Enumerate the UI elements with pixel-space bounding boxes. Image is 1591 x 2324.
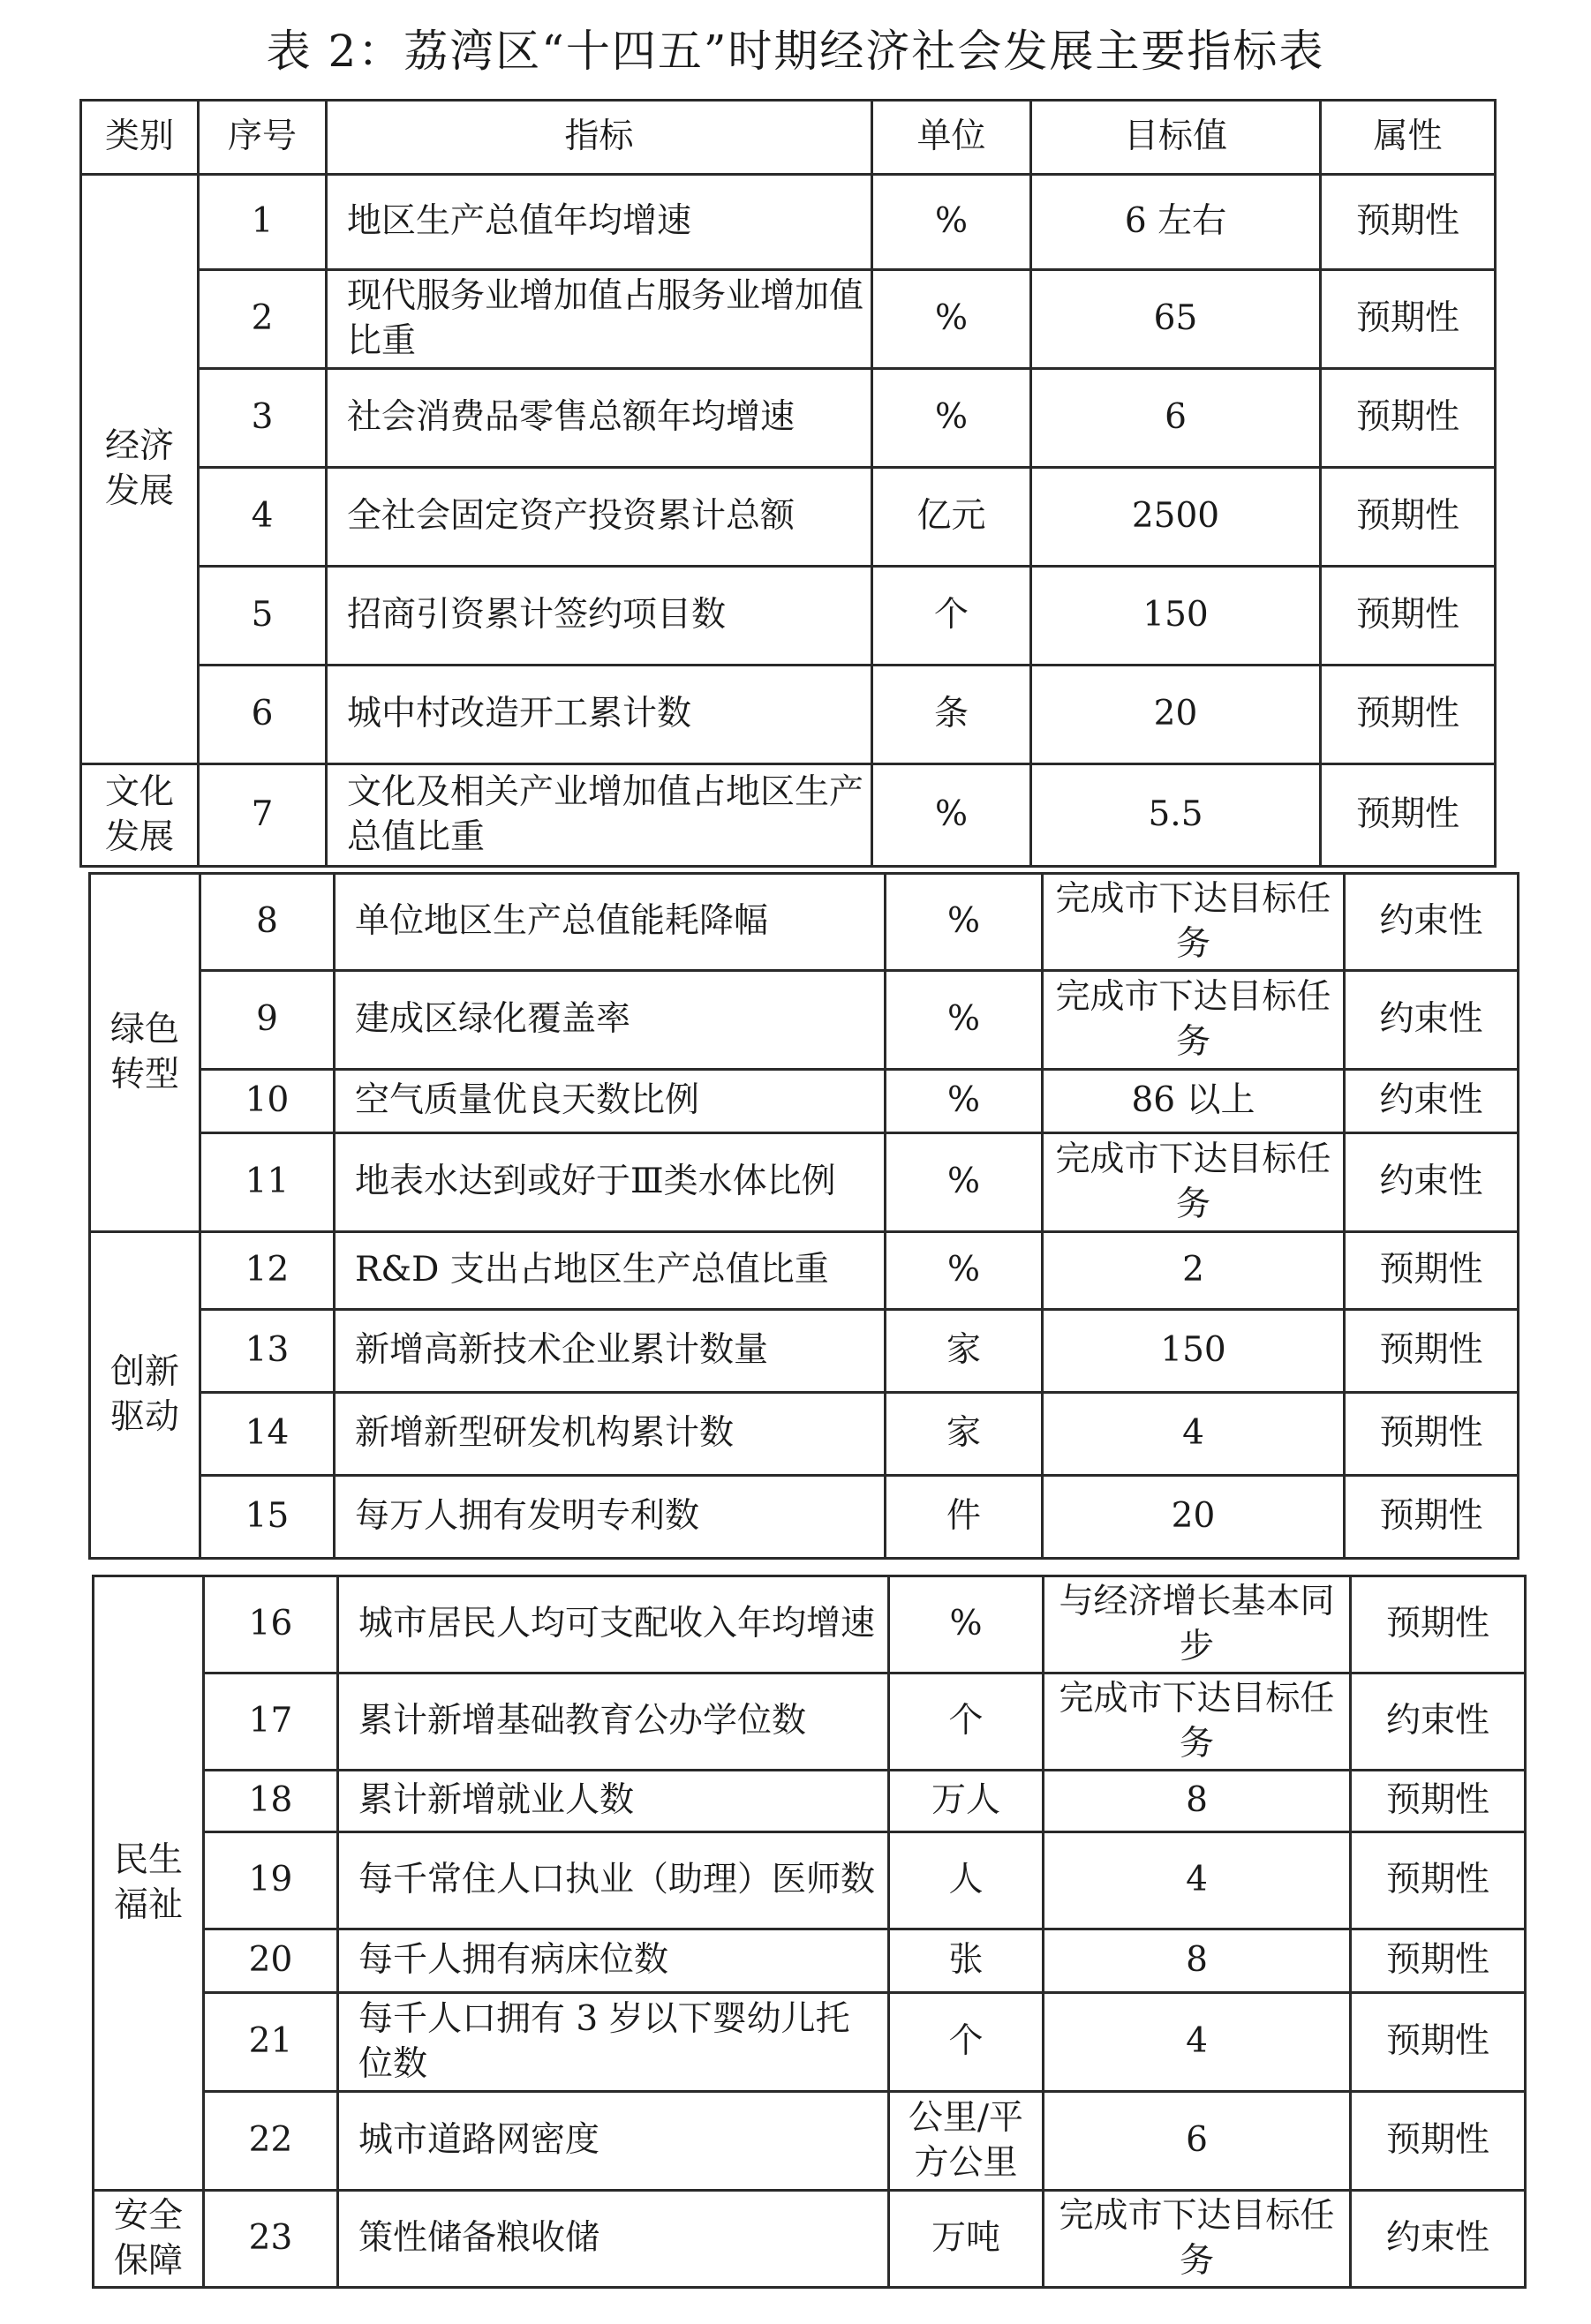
row-target: 20 <box>1043 1476 1345 1559</box>
indicator-table-part-1 <box>79 99 1497 868</box>
row-attribute: 预期性 <box>1321 468 1496 567</box>
indicator-table-part-2 <box>88 872 1519 1560</box>
row-unit: 个 <box>872 567 1031 666</box>
table-row <box>90 1133 1519 1232</box>
row-target: 86 以上 <box>1043 1070 1345 1133</box>
row-unit: 万吨 <box>889 2191 1044 2288</box>
table-row <box>94 2191 1526 2288</box>
row-number: 19 <box>204 1832 338 1929</box>
row-target: 6 <box>1044 2092 1351 2191</box>
row-target: 2 <box>1043 1232 1345 1310</box>
row-indicator: 每千常住人口执业（助理）医师数 <box>338 1832 889 1929</box>
row-number: 17 <box>204 1673 338 1771</box>
row-number: 5 <box>199 567 327 666</box>
row-indicator: 城市道路网密度 <box>338 2092 889 2191</box>
row-target: 完成市下达目标任务 <box>1043 1133 1345 1232</box>
row-number: 7 <box>199 764 327 867</box>
row-indicator: 每千人拥有病床位数 <box>338 1929 889 1993</box>
row-attribute: 预期性 <box>1351 1576 1526 1673</box>
row-target: 8 <box>1044 1929 1351 1993</box>
row-indicator: 社会消费品零售总额年均增速 <box>327 369 872 468</box>
row-indicator: 累计新增就业人数 <box>338 1771 889 1832</box>
table-row <box>90 971 1519 1070</box>
row-unit: % <box>886 874 1043 971</box>
row-target: 2500 <box>1031 468 1321 567</box>
row-unit: 家 <box>886 1310 1043 1393</box>
row-number: 2 <box>199 270 327 369</box>
table-row <box>94 2092 1526 2191</box>
row-indicator: 城中村改造开工累计数 <box>327 666 872 764</box>
row-number: 1 <box>199 175 327 270</box>
table-row <box>94 1673 1526 1771</box>
row-target: 5.5 <box>1031 764 1321 867</box>
row-attribute: 预期性 <box>1351 1832 1526 1929</box>
row-unit: 人 <box>889 1832 1044 1929</box>
table-row <box>81 175 1496 270</box>
row-attribute: 约束性 <box>1345 1133 1519 1232</box>
table-row <box>81 468 1496 567</box>
row-number: 14 <box>200 1393 335 1476</box>
category-cell: 安全 保障 <box>94 2191 204 2288</box>
category-cell: 经济 发展 <box>81 175 199 764</box>
table-row <box>94 1576 1526 1673</box>
row-number: 9 <box>200 971 335 1070</box>
row-indicator: 新增高新技术企业累计数量 <box>335 1310 886 1393</box>
row-attribute: 约束性 <box>1351 2191 1526 2288</box>
header-number: 序号 <box>199 101 327 175</box>
row-indicator: 地表水达到或好于Ⅲ类水体比例 <box>335 1133 886 1232</box>
row-attribute: 预期性 <box>1351 2092 1526 2191</box>
row-indicator: R&D 支出占地区生产总值比重 <box>335 1232 886 1310</box>
header-attribute: 属性 <box>1321 101 1496 175</box>
row-unit: 亿元 <box>872 468 1031 567</box>
row-indicator: 城市居民人均可支配收入年均增速 <box>338 1576 889 1673</box>
row-unit: % <box>872 764 1031 867</box>
row-number: 3 <box>199 369 327 468</box>
row-unit: 万人 <box>889 1771 1044 1832</box>
row-number: 10 <box>200 1070 335 1133</box>
row-indicator: 累计新增基础教育公办学位数 <box>338 1673 889 1771</box>
header-row <box>81 101 1496 175</box>
row-unit: % <box>872 175 1031 270</box>
row-target: 完成市下达目标任务 <box>1043 874 1345 971</box>
row-unit: 个 <box>889 1673 1044 1771</box>
row-number: 12 <box>200 1232 335 1310</box>
category-cell: 民生 福祉 <box>94 1576 204 2191</box>
row-number: 6 <box>199 666 327 764</box>
row-attribute: 预期性 <box>1345 1393 1519 1476</box>
table-row <box>81 764 1496 867</box>
table-row <box>94 1771 1526 1832</box>
table-row <box>90 1070 1519 1133</box>
row-number: 13 <box>200 1310 335 1393</box>
table-row <box>81 666 1496 764</box>
table-row <box>94 1929 1526 1993</box>
row-number: 11 <box>200 1133 335 1232</box>
category-cell: 创新 驱动 <box>90 1232 200 1559</box>
table-row <box>94 1993 1526 2092</box>
row-attribute: 预期性 <box>1321 270 1496 369</box>
row-unit: % <box>886 1133 1043 1232</box>
header-unit: 单位 <box>872 101 1031 175</box>
row-target: 与经济增长基本同步 <box>1044 1576 1351 1673</box>
row-number: 23 <box>204 2191 338 2288</box>
row-indicator: 每千人口拥有 3 岁以下婴幼儿托位数 <box>338 1993 889 2092</box>
row-target: 20 <box>1031 666 1321 764</box>
header-category: 类别 <box>81 101 199 175</box>
row-target: 完成市下达目标任务 <box>1044 1673 1351 1771</box>
row-indicator: 新增新型研发机构累计数 <box>335 1393 886 1476</box>
row-unit: % <box>886 971 1043 1070</box>
row-number: 16 <box>204 1576 338 1673</box>
row-attribute: 预期性 <box>1321 175 1496 270</box>
row-unit: 条 <box>872 666 1031 764</box>
row-number: 22 <box>204 2092 338 2191</box>
category-cell: 文化 发展 <box>81 764 199 867</box>
row-indicator: 招商引资累计签约项目数 <box>327 567 872 666</box>
row-attribute: 预期性 <box>1321 666 1496 764</box>
category-cell: 绿色 转型 <box>90 874 200 1232</box>
row-attribute: 约束性 <box>1345 874 1519 971</box>
table-row <box>90 874 1519 971</box>
row-attribute: 约束性 <box>1351 1673 1526 1771</box>
row-unit: % <box>886 1070 1043 1133</box>
row-target: 8 <box>1044 1771 1351 1832</box>
row-attribute: 约束性 <box>1345 1070 1519 1133</box>
row-attribute: 预期性 <box>1351 1771 1526 1832</box>
row-indicator: 单位地区生产总值能耗降幅 <box>335 874 886 971</box>
row-unit: 个 <box>889 1993 1044 2092</box>
table-title: 表 2：荔湾区“十四五”时期经济社会发展主要指标表 <box>266 26 1325 77</box>
row-target: 4 <box>1044 1993 1351 2092</box>
row-unit: 件 <box>886 1476 1043 1559</box>
table-row <box>81 567 1496 666</box>
row-unit: % <box>872 369 1031 468</box>
row-target: 完成市下达目标任务 <box>1044 2191 1351 2288</box>
row-indicator: 建成区绿化覆盖率 <box>335 971 886 1070</box>
row-attribute: 预期性 <box>1351 1993 1526 2092</box>
row-number: 21 <box>204 1993 338 2092</box>
row-indicator: 现代服务业增加值占服务业增加值比重 <box>327 270 872 369</box>
row-target: 65 <box>1031 270 1321 369</box>
row-unit: 张 <box>889 1929 1044 1993</box>
row-attribute: 预期性 <box>1345 1310 1519 1393</box>
row-indicator: 全社会固定资产投资累计总额 <box>327 468 872 567</box>
row-unit: % <box>872 270 1031 369</box>
row-attribute: 预期性 <box>1321 764 1496 867</box>
row-unit: % <box>886 1232 1043 1310</box>
row-attribute: 预期性 <box>1345 1476 1519 1559</box>
row-unit: 家 <box>886 1393 1043 1476</box>
row-attribute: 预期性 <box>1345 1232 1519 1310</box>
header-indicator: 指标 <box>327 101 872 175</box>
row-attribute: 预期性 <box>1321 567 1496 666</box>
row-number: 18 <box>204 1771 338 1832</box>
row-indicator: 空气质量优良天数比例 <box>335 1070 886 1133</box>
row-target: 150 <box>1043 1310 1345 1393</box>
row-target: 6 左右 <box>1031 175 1321 270</box>
table-row <box>90 1476 1519 1559</box>
table-row <box>81 270 1496 369</box>
row-unit: % <box>889 1576 1044 1673</box>
row-indicator: 每万人拥有发明专利数 <box>335 1476 886 1559</box>
indicator-table-part-3 <box>92 1575 1527 2289</box>
row-target: 完成市下达目标任务 <box>1043 971 1345 1070</box>
row-number: 15 <box>200 1476 335 1559</box>
row-attribute: 预期性 <box>1321 369 1496 468</box>
header-target: 目标值 <box>1031 101 1321 175</box>
table-row <box>81 369 1496 468</box>
row-indicator: 文化及相关产业增加值占地区生产总值比重 <box>327 764 872 867</box>
row-number: 4 <box>199 468 327 567</box>
row-target: 4 <box>1043 1393 1345 1476</box>
row-attribute: 预期性 <box>1351 1929 1526 1993</box>
row-target: 4 <box>1044 1832 1351 1929</box>
table-row <box>90 1393 1519 1476</box>
row-indicator: 策性储备粮收储 <box>338 2191 889 2288</box>
row-indicator: 地区生产总值年均增速 <box>327 175 872 270</box>
table-row <box>90 1310 1519 1393</box>
row-unit: 公里/平方公里 <box>889 2092 1044 2191</box>
row-target: 6 <box>1031 369 1321 468</box>
row-target: 150 <box>1031 567 1321 666</box>
table-row <box>90 1232 1519 1310</box>
row-number: 8 <box>200 874 335 971</box>
row-number: 20 <box>204 1929 338 1993</box>
row-attribute: 约束性 <box>1345 971 1519 1070</box>
table-row <box>94 1832 1526 1929</box>
